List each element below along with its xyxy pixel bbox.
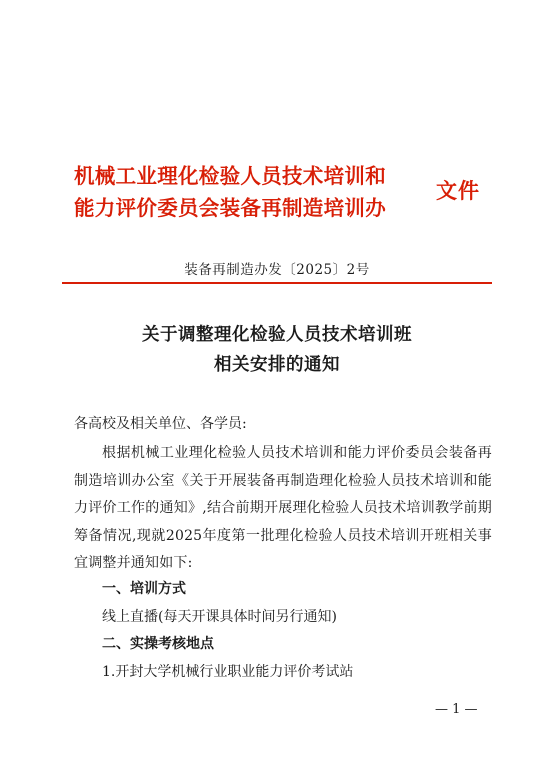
masthead-title-line-1: 机械工业理化检验人员技术培训和	[74, 164, 386, 188]
section-1-heading: 一、培训方式	[102, 581, 186, 597]
page-number: — 1 —	[435, 702, 478, 717]
document-masthead	[74, 160, 494, 240]
salutation: 各高校及相关单位、各学员:	[74, 416, 247, 432]
document-number: 装备再制造办发〔2025〕2号	[184, 262, 370, 278]
section-2-text: 1.开封大学机械行业职业能力评价考试站	[102, 664, 354, 680]
section-1-text: 线上直播(每天开课具体时间另行通知)	[102, 609, 337, 625]
masthead-suffix: 文件	[436, 178, 480, 203]
notice-title	[0, 320, 554, 380]
red-divider-line	[62, 282, 492, 284]
section-2-heading: 二、实操考核地点	[102, 636, 214, 652]
masthead-title	[74, 160, 386, 224]
masthead-title-line-2: 能力评价委员会装备再制造培训办	[74, 196, 386, 220]
notice-title-line-2: 相关安排的通知	[214, 355, 340, 375]
notice-title-line-1: 关于调整理化检验人员技术培训班	[142, 325, 412, 345]
body-paragraph: 根据机械工业理化检验人员技术培训和能力评价委员会装备再制造培训办公室《关于开展装备再制造理化检验人员技术培训和能力评价工作的通知》,结合前期开展理化检验人员技术培训教学前期筹备情况,现就2025年度第一批理化检验人员技术培训开班相关事宜调整并通知如下:	[74, 445, 492, 571]
